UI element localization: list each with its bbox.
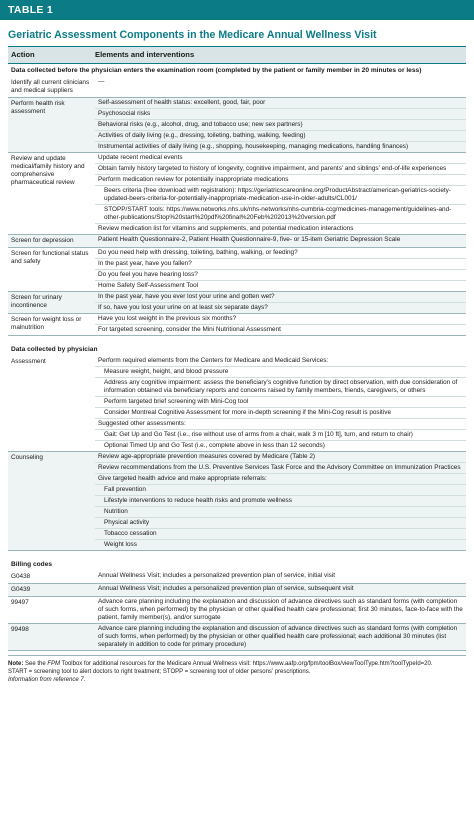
- element: Review medication list for vitamins and supplements, and potential medication interactions: [98, 225, 354, 232]
- section-title: Data collected before the physician enters the examination room (completed by the patient or family member in 20 minutes or less): [8, 64, 466, 77]
- row-elements: [95, 153, 466, 234]
- element: Suggested other assessments:: [95, 419, 466, 430]
- row-elements: [95, 248, 466, 291]
- table-caption: Geriatric Assessment Components in the Medicare Annual Wellness Visit: [8, 29, 377, 41]
- element: Instrumental activities of daily living (e.g., shopping, housekeeping, managing medications, handling finances): [98, 143, 409, 150]
- element: Activities of daily living (e.g., dressing, toileting, bathing, walking, feeding): [95, 131, 466, 142]
- element: —: [98, 78, 105, 85]
- element: Patient Health Questionnaire-2, Patient Health Questionnaire-9, five- or 15-item Geriatric Depression Scale: [98, 236, 401, 243]
- sub-element: Physical activity: [95, 518, 466, 529]
- source-note: Information from reference 7.: [8, 677, 86, 683]
- sub-element: Nutrition: [95, 507, 466, 518]
- element: Behavioral risks (e.g., alcohol, drug, and tobacco use; new sex partners): [95, 120, 466, 131]
- row-elements: [95, 314, 466, 335]
- element: Annual Wellness Visit; includes a personalized prevention plan of service, initial visit: [98, 572, 336, 579]
- row-action: Perform health risk assessment: [11, 100, 65, 115]
- element: In the past year, have you ever lost your urine and gotten wet?: [95, 292, 466, 303]
- note-text: Toolbox for additional resources for the Medicare Annual Wellness visit: https://www.aafp.org/fpm/toolBox/viewToolType.htm?toolTypeId=20.: [61, 661, 433, 667]
- element: Do you need help with dressing, toileting, bathing, walking, or feeding?: [95, 248, 466, 259]
- table-row: [8, 235, 466, 248]
- row-elements: [95, 571, 466, 583]
- row-elements: [95, 624, 466, 650]
- element: If so, have you lost your urine on at least six separate days?: [98, 304, 268, 311]
- sub-element: Consider Montreal Cognitive Assessment for more in-depth screening if the Mini-Cog result is positive: [95, 408, 466, 419]
- row-action: Screen for weight loss or malnutrition: [11, 316, 82, 331]
- row-action: G0439: [11, 586, 31, 593]
- row-elements: [95, 597, 466, 623]
- element: Review age-appropriate prevention measures covered by Medicare (Table 2): [95, 452, 466, 463]
- row-action: Counseling: [11, 454, 43, 461]
- section-title: Billing codes: [8, 558, 466, 571]
- table-row: [8, 624, 466, 651]
- element: Have you lost weight in the previous six months?: [95, 314, 466, 325]
- sub-element: Lifestyle interventions to reduce health risks and promote wellness: [95, 496, 466, 507]
- header-action: Action: [11, 50, 35, 59]
- table-row: [8, 248, 466, 292]
- row-elements: [95, 452, 466, 550]
- element: Perform required elements from the Centers for Medicare and Medicaid Services:: [95, 356, 466, 367]
- row-elements: [95, 235, 466, 247]
- row-action: Identify all current clinicians and medical suppliers: [11, 79, 90, 94]
- element: Annual Wellness Visit; includes a personalized prevention plan of service, subsequent visit: [98, 585, 354, 592]
- sub-element: STOPP/START tools: https://www.networks.nhs.uk/nhs-networks/nhs-cumbria-ccg/medicines-management/guidelines-and-other-publications/Stop%20start%20pdf%20final%20Feb%202013%20version.pdf: [95, 205, 466, 224]
- row-action: Screen for urinary incontinence: [11, 294, 62, 309]
- table-row: [8, 584, 466, 597]
- element: Home Safety Self-Assessment Tool: [98, 282, 199, 289]
- element: Obtain family history targeted to history of longevity, cognitive impairment, and parents’ and siblings’ end-of-life experiences: [95, 164, 466, 175]
- table-row: [8, 356, 466, 452]
- section-title: Data collected by physician: [8, 343, 466, 356]
- sub-element: Fall prevention: [95, 485, 466, 496]
- note-line: [8, 660, 466, 668]
- table-row: [8, 597, 466, 624]
- row-action: 99497: [11, 599, 29, 606]
- row-elements: [95, 77, 466, 97]
- sub-element: Beers criteria (free download with registration): https://geriatricscareonline.org/ProductAbstract/american-geriatrics-society-updated-beers-criteria-for-potentially-inappropriate-medication-use-in-older-adults/CL001/: [95, 186, 466, 205]
- table-row: [8, 98, 466, 153]
- element: Psychosocial risks: [95, 109, 466, 120]
- table-row: [8, 153, 466, 235]
- table-row: [8, 571, 466, 584]
- sub-element: Tobacco cessation: [95, 529, 466, 540]
- note-pre: See the: [25, 661, 46, 667]
- element: Advance care planning including the explanation and discussion of advance directives such as standard forms (with completion of such forms, when performed) by the physician or other qualified health care professional; first 30 minutes, face-to-face with the patient, family member(s), and/or surrogate: [98, 598, 463, 621]
- row-elements: [95, 292, 466, 313]
- element: Give targeted health advice and make appropriate referrals:: [95, 474, 466, 485]
- table-row: [8, 77, 466, 98]
- element: Advance care planning including the explanation and discussion of advance directives such as standard forms (with completion of such forms, when performed) by the physician or other qualified health care professional; each additional 30 minutes (list separately in addition to code for primary procedure): [98, 625, 458, 648]
- table-body: [8, 64, 466, 651]
- table-row: [8, 314, 466, 336]
- row-elements: [95, 98, 466, 152]
- row-action: G0438: [11, 573, 31, 580]
- row-action: 99498: [11, 626, 29, 633]
- sub-element: Perform targeted brief screening with Mini-Cog tool: [95, 397, 466, 408]
- table-notes: [8, 655, 466, 684]
- note-label: Note:: [8, 661, 24, 667]
- row-action: Screen for functional status and safety: [11, 250, 89, 265]
- row-elements: [95, 356, 466, 451]
- row-action: Assessment: [11, 358, 46, 365]
- table-row: [8, 292, 466, 314]
- sub-element: Measure weight, height, and blood pressure: [95, 367, 466, 378]
- abbreviations: START = screening tool to alert doctors to right treatment; STOPP = screening tool of older persons’ prescriptions.: [8, 669, 311, 675]
- sub-element: Address any cognitive impairment: assess the beneficiary’s cognitive function by direct observation, with due consideration of information obtained via beneficiary reports and concerns raised by family members, friends, caregivers, or others: [95, 378, 466, 397]
- element: Self-assessment of health status: excellent, good, fair, poor: [95, 98, 466, 109]
- table-header: [8, 46, 466, 64]
- table-row: [8, 452, 466, 551]
- element: Review recommendations from the U.S. Preventive Services Task Force and the Advisory Committee on Immunization Practices: [95, 463, 466, 474]
- element: In the past year, have you fallen?: [95, 259, 466, 270]
- element: Perform medication review for potentially inappropriate medications: [95, 175, 466, 186]
- row-action: Review and update medical/family history and comprehensive pharmaceutical review: [11, 155, 85, 186]
- sub-element: Weight loss: [104, 541, 137, 548]
- row-elements: [95, 584, 466, 596]
- note-journal: FPM: [47, 661, 61, 667]
- element: Update recent medical events: [95, 153, 466, 164]
- element: Do you feel you have hearing loss?: [95, 270, 466, 281]
- row-action: Screen for depression: [11, 237, 74, 244]
- element: For targeted screening, consider the Mini Nutritional Assessment: [98, 326, 281, 333]
- sub-element: Optional Timed Up and Go Test (i.e., complete above in less than 12 seconds): [104, 442, 325, 449]
- table-label: TABLE 1: [0, 0, 474, 20]
- header-elements: Elements and interventions: [95, 50, 195, 59]
- sub-element: Gait: Get Up and Go Test (i.e., rise without use of arms from a chair, walk 3 m [10 ft], turn, and return to chair): [95, 430, 466, 441]
